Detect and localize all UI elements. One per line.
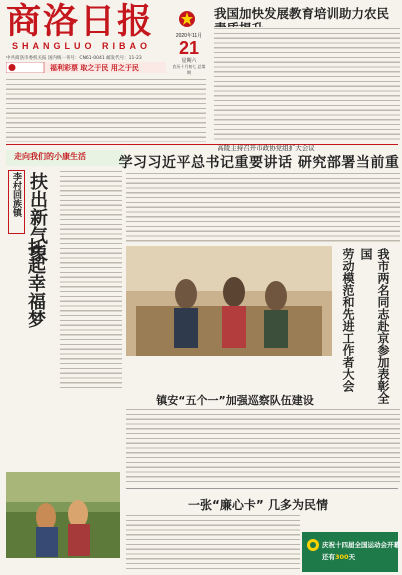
- issue-info: 农历十月初七 总第 期: [172, 64, 206, 75]
- party-emblem-icon: [178, 8, 196, 30]
- lead-kicker: 高陵主持召开市政协党组扩大会议: [217, 144, 315, 152]
- games-ad-line-1: 庆祝十四届全国运动会开幕: [322, 541, 400, 549]
- right-headline-1[interactable]: 我市两名同志赴京参加表彰全国: [359, 248, 390, 404]
- games-ad-suffix: 天: [348, 553, 356, 561]
- masthead-infobar: 中共商洛市委机关报 国内统一刊号：CN61-0041 邮发代号：11-23: [6, 56, 142, 61]
- feature-banner-title: 走向我们的小康生活: [14, 152, 86, 161]
- top-story-headline[interactable]: 我国加快发展教育培训助力农民: [214, 6, 390, 21]
- feature-body: [60, 170, 122, 390]
- date-box: [172, 32, 206, 76]
- date-year: 2020年11月: [175, 33, 203, 39]
- games-ad-prefix: 还有: [322, 553, 335, 561]
- masthead-title: 商洛日报: [6, 1, 155, 42]
- date-day: 21: [178, 38, 200, 58]
- lottery-ad-text: 福利彩票 取之于民 用之于民: [50, 64, 139, 72]
- games-ad-line-2: [322, 552, 355, 561]
- games-logo-icon: [306, 538, 320, 552]
- feature-tag: 李村回族镇: [8, 170, 25, 234]
- story-three-body: [126, 514, 300, 572]
- story-two-headline[interactable]: 镇安“五个一”加强巡察队伍建设: [156, 394, 314, 407]
- masthead-pinyin: SHANGLUO RIBAO: [12, 41, 151, 51]
- right-headline-2[interactable]: 劳动模范和先进工作者大会: [341, 248, 355, 392]
- lead-headline[interactable]: 学习习近平总书记重要讲话 研究部署当前重: [118, 155, 400, 171]
- upper-left-text: [6, 78, 206, 142]
- lead-photo: [126, 246, 332, 356]
- top-story-body: [214, 27, 400, 142]
- story-two-body: [126, 408, 400, 484]
- feature-headline-1[interactable]: 扶出新气象: [27, 172, 48, 262]
- feature-headline-2[interactable]: 托起幸福梦: [25, 238, 46, 328]
- story-three-headline[interactable]: 一张“廉心卡” 几多为民情: [188, 498, 328, 512]
- feature-photo: [6, 472, 120, 558]
- date-weekday: 星期六: [181, 58, 197, 64]
- games-ad-countdown: 300: [335, 553, 349, 561]
- story-divider: [126, 488, 398, 489]
- right-body: [336, 172, 400, 244]
